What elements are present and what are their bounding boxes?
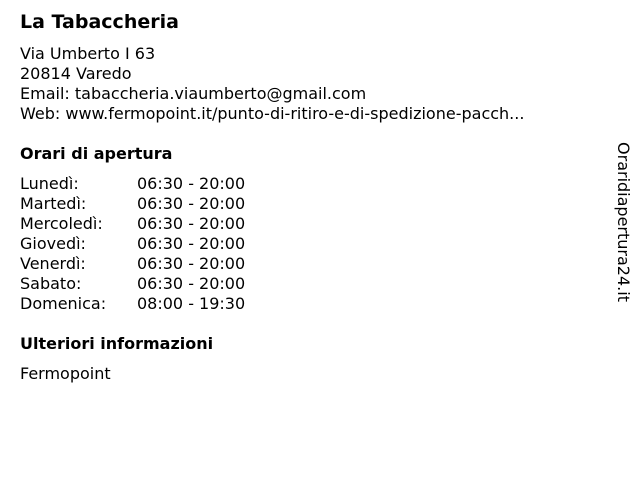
website-link[interactable]: Web: www.fermopoint.it/punto-di-ritiro-e-di-spedizione-pacch... [20, 104, 525, 123]
hours-time-value: 06:30 - 20:00 [137, 194, 246, 213]
hours-day-label: Martedì: [20, 194, 87, 213]
hours-row-wednesday [20, 214, 280, 234]
opening-hours-heading: Orari di apertura [20, 144, 173, 163]
hours-row-monday [20, 174, 280, 194]
hours-time-value: 06:30 - 20:00 [137, 274, 246, 293]
address-street: Via Umberto I 63 [20, 44, 156, 63]
hours-time-value: 08:00 - 19:30 [137, 294, 246, 313]
hours-time-value: 06:30 - 20:00 [137, 254, 246, 273]
business-name: La Tabaccheria [20, 11, 179, 33]
hours-day-label: Lunedì: [20, 174, 79, 193]
hours-day-label: Domenica: [20, 294, 107, 313]
address-city: 20814 Varedo [20, 64, 132, 83]
hours-time-value: 06:30 - 20:00 [137, 234, 246, 253]
hours-row-sunday [20, 294, 280, 314]
site-watermark: Oraridiapertura24.it [614, 142, 633, 302]
hours-day-label: Giovedì: [20, 234, 86, 253]
hours-time-value: 06:30 - 20:00 [137, 174, 246, 193]
hours-day-label: Venerdì: [20, 254, 86, 273]
further-info-heading: Ulteriori informazioni [20, 334, 214, 353]
further-info-text: Fermopoint [20, 364, 111, 383]
hours-day-label: Mercoledì: [20, 214, 103, 233]
email-link[interactable]: Email: tabaccheria.viaumberto@gmail.com [20, 84, 367, 103]
hours-row-thursday [20, 234, 280, 254]
hours-row-friday [20, 254, 280, 274]
hours-row-saturday [20, 274, 280, 294]
hours-day-label: Sabato: [20, 274, 82, 293]
hours-row-tuesday [20, 194, 280, 214]
hours-time-value: 06:30 - 20:00 [137, 214, 246, 233]
